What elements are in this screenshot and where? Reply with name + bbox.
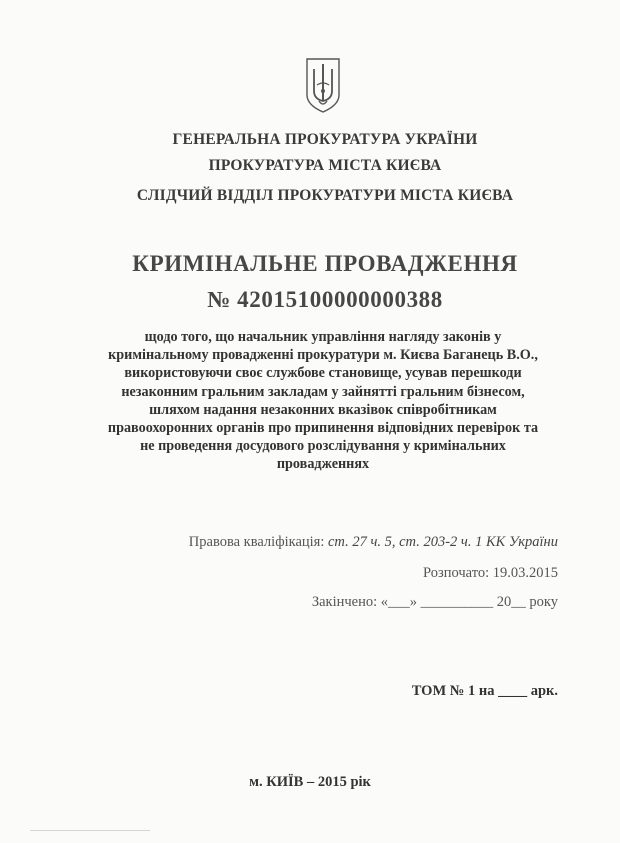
- footer-city-year: м. КИЇВ – 2015 рік: [249, 774, 371, 790]
- document-title: КРИМІНАЛЬНЕ ПРОВАДЖЕННЯ: [132, 251, 518, 276]
- qualification-label: Правова кваліфікація:: [188, 534, 325, 550]
- start-date: Розпочато: 19.03.2015: [423, 565, 558, 581]
- volume-info: ТОМ № 1 на ____ арк.: [411, 683, 558, 699]
- case-number: № 42015100000000388: [207, 287, 443, 312]
- org-line-kyiv-prosecutor: ПРОКУРАТУРА МІСТА КИЄВА: [208, 157, 442, 174]
- scan-edge-line: [30, 830, 150, 831]
- org-line-investigation-department: СЛІДЧИЙ ВІДДІЛ ПРОКУРАТУРИ МІСТА КИЄВА: [136, 187, 514, 204]
- case-description: щодо того, що начальник управління нагляду законів у кримінальному провадженні прокуратури м. Києва Баганець В.О., використовуючи своє службове становище, усував перешкоди незаконним гральним закладам у зайнятті гральним бізнесом, шляхом надання незаконних вказівок співробітникам правоохоронних органів про припинення відповідних перевірок та не проведення досудового розслідування у кримінальних провадженнях: [107, 329, 539, 473]
- org-line-general-prosecutor: ГЕНЕРАЛЬНА ПРОКУРАТУРА УКРАЇНИ: [172, 131, 478, 148]
- end-date: Закінчено: «___» __________ 20__ року: [311, 594, 558, 610]
- trident-emblem-icon: [303, 55, 343, 115]
- qualification-value: ст. 27 ч. 5, ст. 203-2 ч. 1 КК України: [328, 534, 558, 550]
- legal-qualification: [189, 534, 558, 551]
